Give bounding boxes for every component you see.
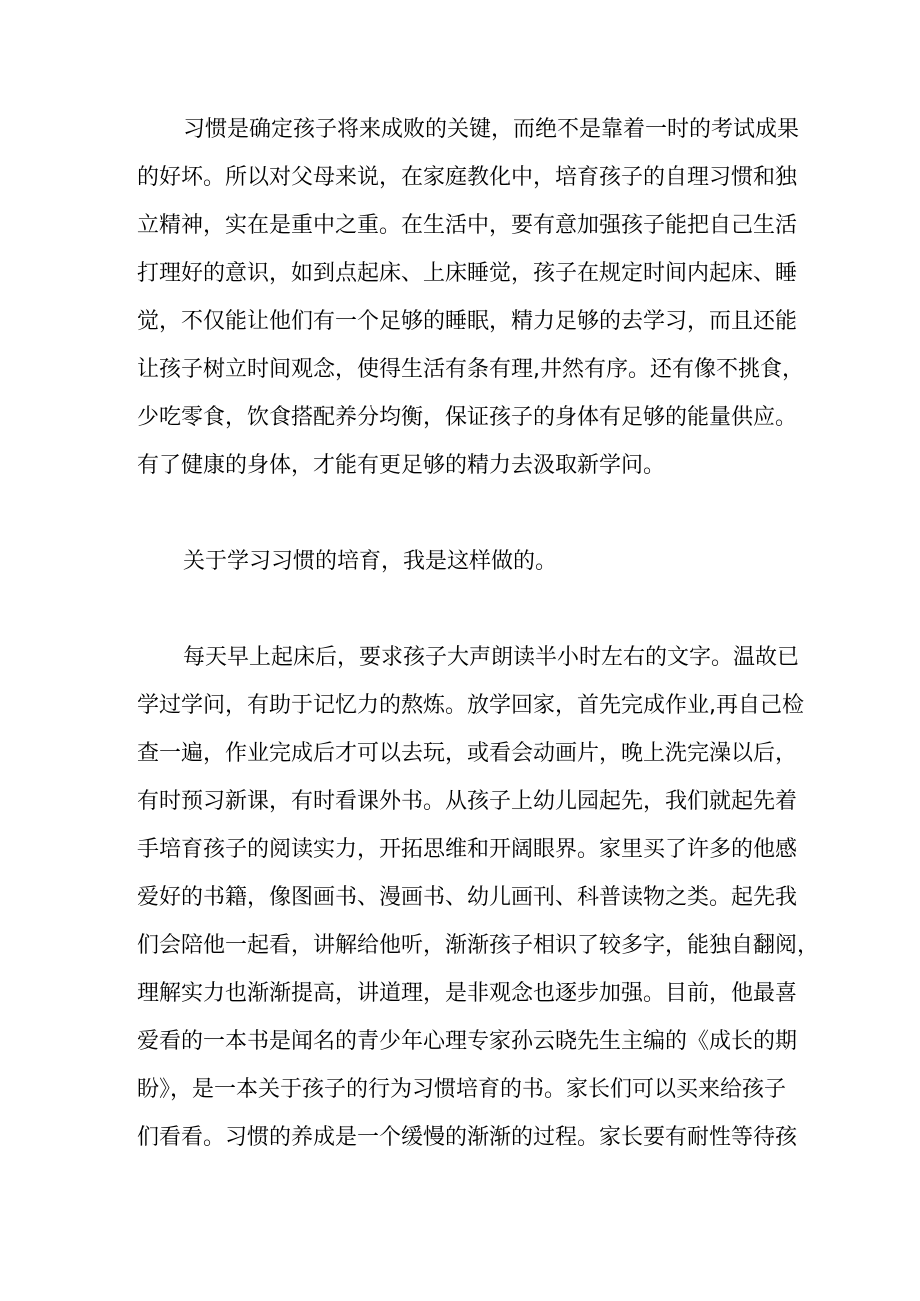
paragraph-3-line-6: 爱好的书籍，像图画书、漫画书、幼儿画刊、科普读物之类。起先我 — [137, 885, 798, 910]
paragraph-3-line-3: 查一遍，作业完成后才可以去玩，或看会动画片，晚上洗完澡以后， — [137, 741, 798, 766]
paragraph-2-line-1: 关于学习习惯的培育，我是这样做的。 — [183, 549, 558, 574]
paragraph-3-line-8: 理解实力也渐渐提高，讲道理，是非观念也逐步加强。目前，他最喜 — [137, 981, 798, 1006]
paragraph-3-line-11: 们看看。习惯的养成是一个缓慢的渐渐的过程。家长要有耐性等待孩 — [137, 1125, 798, 1150]
paragraph-3-line-1: 每天早上起床后，要求孩子大声朗读半小时左右的文字。温故已 — [183, 645, 800, 670]
paragraph-3-line-10: 盼》，是一本关于孩子的行为习惯培育的书。家长们可以买来给孩子 — [137, 1077, 787, 1102]
paragraph-1-line-2: 的好坏。所以对父母来说，在家庭教化中，培育孩子的自理习惯和独 — [137, 165, 798, 190]
paragraph-1-line-6: 让孩子树立时间观念，使得生活有条有理,井然有序。还有像不挑食， — [137, 357, 804, 382]
paragraph-1-line-1: 习惯是确定孩子将来成败的关键，而绝不是靠着一时的考试成果 — [183, 117, 800, 142]
paragraph-3-line-2: 学过学问，有助于记忆力的熬炼。放学回家，首先完成作业,再自己检 — [137, 693, 804, 718]
paragraph-3-line-5: 手培育孩子的阅读实力，开拓思维和开阔眼界。家里买了许多的他感 — [137, 837, 798, 862]
paragraph-1-line-3: 立精神，实在是重中之重。在生活中，要有意加强孩子能把自己生活 — [137, 213, 798, 238]
paragraph-3-line-7: 们会陪他一起看，讲解给他听，渐渐孩子相识了较多字，能独自翻阅， — [137, 933, 820, 958]
paragraph-1-line-8: 有了健康的身体，才能有更足够的精力去汲取新学问。 — [137, 453, 666, 478]
paragraph-1-line-5: 觉，不仅能让他们有一个足够的睡眠，精力足够的去学习，而且还能 — [137, 309, 798, 334]
paragraph-3-line-9: 爱看的一本书是闻名的青少年心理专家孙云晓先生主编的《成长的期 — [137, 1029, 798, 1054]
paragraph-3-line-4: 有时预习新课，有时看课外书。从孩子上幼儿园起先，我们就起先着 — [137, 789, 798, 814]
paragraph-1-line-4: 打理好的意识，如到点起床、上床睡觉，孩子在规定时间内起床、睡 — [137, 261, 798, 286]
paragraph-1-line-7: 少吃零食，饮食搭配养分均衡，保证孩子的身体有足够的能量供应。 — [137, 405, 798, 430]
